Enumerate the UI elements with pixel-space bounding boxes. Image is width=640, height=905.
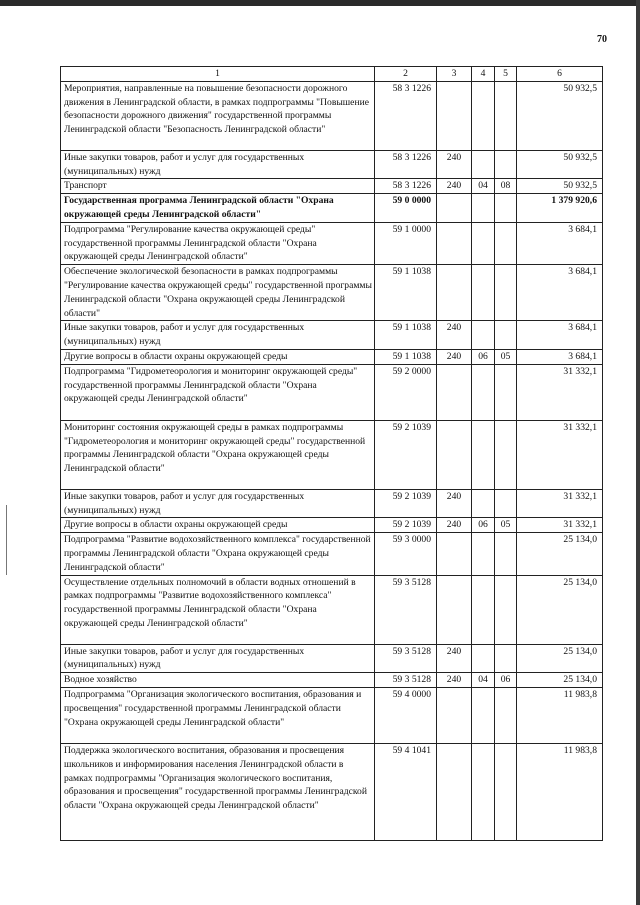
amount-cell: 11 983,8 [517, 743, 603, 840]
section-cell: 04 [472, 179, 495, 194]
code-cell: 59 1 1038 [375, 265, 437, 321]
expense-type-cell [437, 222, 472, 264]
subsection-cell [495, 150, 517, 179]
amount-cell: 25 134,0 [517, 673, 603, 688]
code-cell: 59 1 1038 [375, 321, 437, 350]
page-number: 70 [597, 34, 607, 45]
code-cell: 59 4 0000 [375, 687, 437, 743]
code-cell: 59 2 1039 [375, 420, 437, 489]
table-row [61, 518, 603, 533]
table-body [61, 81, 603, 840]
expense-type-cell [437, 533, 472, 575]
section-cell [472, 265, 495, 321]
description-cell: Иные закупки товаров, работ и услуг для государственных (муниципальных) нужд [61, 321, 375, 350]
section-cell [472, 533, 495, 575]
table-row [61, 489, 603, 518]
amount-cell: 3 684,1 [517, 321, 603, 350]
table-row [61, 179, 603, 194]
expense-type-cell [437, 575, 472, 644]
subsection-cell [495, 743, 517, 840]
code-cell: 59 0 0000 [375, 194, 437, 223]
table-row [61, 81, 603, 150]
code-cell: 59 2 1039 [375, 518, 437, 533]
description-cell: Водное хозяйство [61, 673, 375, 688]
table-row [61, 743, 603, 840]
subsection-cell: 08 [495, 179, 517, 194]
expense-type-cell: 240 [437, 349, 472, 364]
code-cell: 58 3 1226 [375, 179, 437, 194]
code-cell: 59 1 0000 [375, 222, 437, 264]
header-cell: 4 [472, 67, 495, 82]
section-cell [472, 420, 495, 489]
description-cell: Другие вопросы в области охраны окружающей среды [61, 518, 375, 533]
amount-cell: 25 134,0 [517, 644, 603, 673]
subsection-cell [495, 81, 517, 150]
table-row [61, 265, 603, 321]
description-cell: Мониторинг состояния окружающей среды в рамках подпрограммы "Гидрометеорология и мониторинг окружающей среды" государственной программы Ленинградской области "Охрана окружающей среды Ленинградской области" [61, 420, 375, 489]
header-cell: 1 [61, 67, 375, 82]
table-row [61, 194, 603, 223]
table-row [61, 673, 603, 688]
section-cell [472, 687, 495, 743]
description-cell: Другие вопросы в области охраны окружающей среды [61, 349, 375, 364]
amount-cell: 3 684,1 [517, 222, 603, 264]
description-cell: Поддержка экологического воспитания, образования и просвещения школьников и информирования населения Ленинградской области в рамках подпрограммы "Организация экологического воспитания, образования и просвещения" государственной программы Ленинградской области "Охрана окружающей среды Ленинградской области" [61, 743, 375, 840]
amount-cell: 25 134,0 [517, 533, 603, 575]
amount-cell: 50 932,5 [517, 81, 603, 150]
expense-type-cell [437, 265, 472, 321]
section-cell [472, 150, 495, 179]
subsection-cell [495, 364, 517, 420]
description-cell: Транспорт [61, 179, 375, 194]
table-row [61, 575, 603, 644]
subsection-cell [495, 321, 517, 350]
description-cell: Государственная программа Ленинградской области "Охрана окружающей среды Ленинградской области" [61, 194, 375, 223]
expense-type-cell: 240 [437, 150, 472, 179]
expense-type-cell: 240 [437, 179, 472, 194]
subsection-cell [495, 533, 517, 575]
code-cell: 59 3 5128 [375, 575, 437, 644]
expense-type-cell: 240 [437, 673, 472, 688]
section-cell: 06 [472, 349, 495, 364]
table-row [61, 364, 603, 420]
table-row [61, 533, 603, 575]
code-cell: 59 3 5128 [375, 644, 437, 673]
scan-top-edge [0, 0, 640, 6]
header-cell: 5 [495, 67, 517, 82]
section-cell [472, 81, 495, 150]
amount-cell: 31 332,1 [517, 364, 603, 420]
header-cell: 2 [375, 67, 437, 82]
expense-type-cell: 240 [437, 518, 472, 533]
code-cell: 58 3 1226 [375, 81, 437, 150]
section-cell [472, 222, 495, 264]
amount-cell: 11 983,8 [517, 687, 603, 743]
amount-cell: 3 684,1 [517, 349, 603, 364]
section-cell [472, 364, 495, 420]
expense-type-cell [437, 420, 472, 489]
subsection-cell [495, 420, 517, 489]
scan-left-mark [6, 505, 7, 575]
table-row [61, 150, 603, 179]
expense-type-cell [437, 194, 472, 223]
subsection-cell: 05 [495, 518, 517, 533]
section-cell [472, 743, 495, 840]
amount-cell: 50 932,5 [517, 179, 603, 194]
amount-cell: 31 332,1 [517, 420, 603, 489]
expense-type-cell: 240 [437, 489, 472, 518]
table-row [61, 687, 603, 743]
expense-type-cell [437, 743, 472, 840]
subsection-cell [495, 687, 517, 743]
section-cell [472, 644, 495, 673]
scan-right-edge [636, 0, 640, 905]
expense-type-cell: 240 [437, 644, 472, 673]
code-cell: 59 2 0000 [375, 364, 437, 420]
section-cell: 06 [472, 518, 495, 533]
subsection-cell [495, 222, 517, 264]
code-cell: 59 3 0000 [375, 533, 437, 575]
code-cell: 59 1 1038 [375, 349, 437, 364]
description-cell: Иные закупки товаров, работ и услуг для государственных (муниципальных) нужд [61, 489, 375, 518]
subsection-cell [495, 265, 517, 321]
subsection-cell [495, 489, 517, 518]
description-cell: Иные закупки товаров, работ и услуг для государственных (муниципальных) нужд [61, 644, 375, 673]
expense-type-cell [437, 364, 472, 420]
section-cell: 04 [472, 673, 495, 688]
description-cell: Иные закупки товаров, работ и услуг для государственных (муниципальных) нужд [61, 150, 375, 179]
amount-cell: 31 332,1 [517, 518, 603, 533]
section-cell [472, 489, 495, 518]
expense-type-cell: 240 [437, 321, 472, 350]
code-cell: 58 3 1226 [375, 150, 437, 179]
code-cell: 59 4 1041 [375, 743, 437, 840]
description-cell: Подпрограмма "Гидрометеорология и мониторинг окружающей среды" государственной программы Ленинградской области "Охрана окружающей среды Ленинградской области" [61, 364, 375, 420]
description-cell: Осуществление отдельных полномочий в области водных отношений в рамках подпрограммы "Развитие водохозяйственного комплекса" государственной программы Ленинградской области "Охрана окружающей среды Ленинградской области" [61, 575, 375, 644]
amount-cell: 25 134,0 [517, 575, 603, 644]
budget-table [60, 66, 603, 841]
table-header-row [61, 67, 603, 82]
subsection-cell: 05 [495, 349, 517, 364]
description-cell: Мероприятия, направленные на повышение безопасности дорожного движения в Ленинградской области, в рамках подпрограммы "Повышение безопасности дорожного движения" государственной программы Ленинградской области "Безопасность Ленинградской области" [61, 81, 375, 150]
table-row [61, 420, 603, 489]
table-row [61, 349, 603, 364]
amount-cell: 3 684,1 [517, 265, 603, 321]
code-cell: 59 2 1039 [375, 489, 437, 518]
amount-cell: 1 379 920,6 [517, 194, 603, 223]
description-cell: Подпрограмма "Регулирование качества окружающей среды" государственной программы Ленинградской области "Охрана окружающей среды Ленинградской области" [61, 222, 375, 264]
table-row [61, 321, 603, 350]
amount-cell: 31 332,1 [517, 489, 603, 518]
subsection-cell [495, 194, 517, 223]
header-cell: 3 [437, 67, 472, 82]
header-cell: 6 [517, 67, 603, 82]
code-cell: 59 3 5128 [375, 673, 437, 688]
section-cell [472, 575, 495, 644]
expense-type-cell [437, 687, 472, 743]
section-cell [472, 321, 495, 350]
description-cell: Обеспечение экологической безопасности в рамках подпрограммы "Регулирование качества окружающей среды" государственной программы Ленинградской области "Охрана окружающей среды Ленинградской области" [61, 265, 375, 321]
section-cell [472, 194, 495, 223]
expense-type-cell [437, 81, 472, 150]
table-row [61, 222, 603, 264]
description-cell: Подпрограмма "Организация экологического воспитания, образования и просвещения" государственной программы Ленинградской области "Охрана окружающей среды Ленинградской области" [61, 687, 375, 743]
amount-cell: 50 932,5 [517, 150, 603, 179]
subsection-cell: 06 [495, 673, 517, 688]
description-cell: Подпрограмма "Развитие водохозяйственного комплекса" государственной программы Ленинградской области "Охрана окружающей среды Ленинградской области" [61, 533, 375, 575]
subsection-cell [495, 575, 517, 644]
table-row [61, 644, 603, 673]
subsection-cell [495, 644, 517, 673]
